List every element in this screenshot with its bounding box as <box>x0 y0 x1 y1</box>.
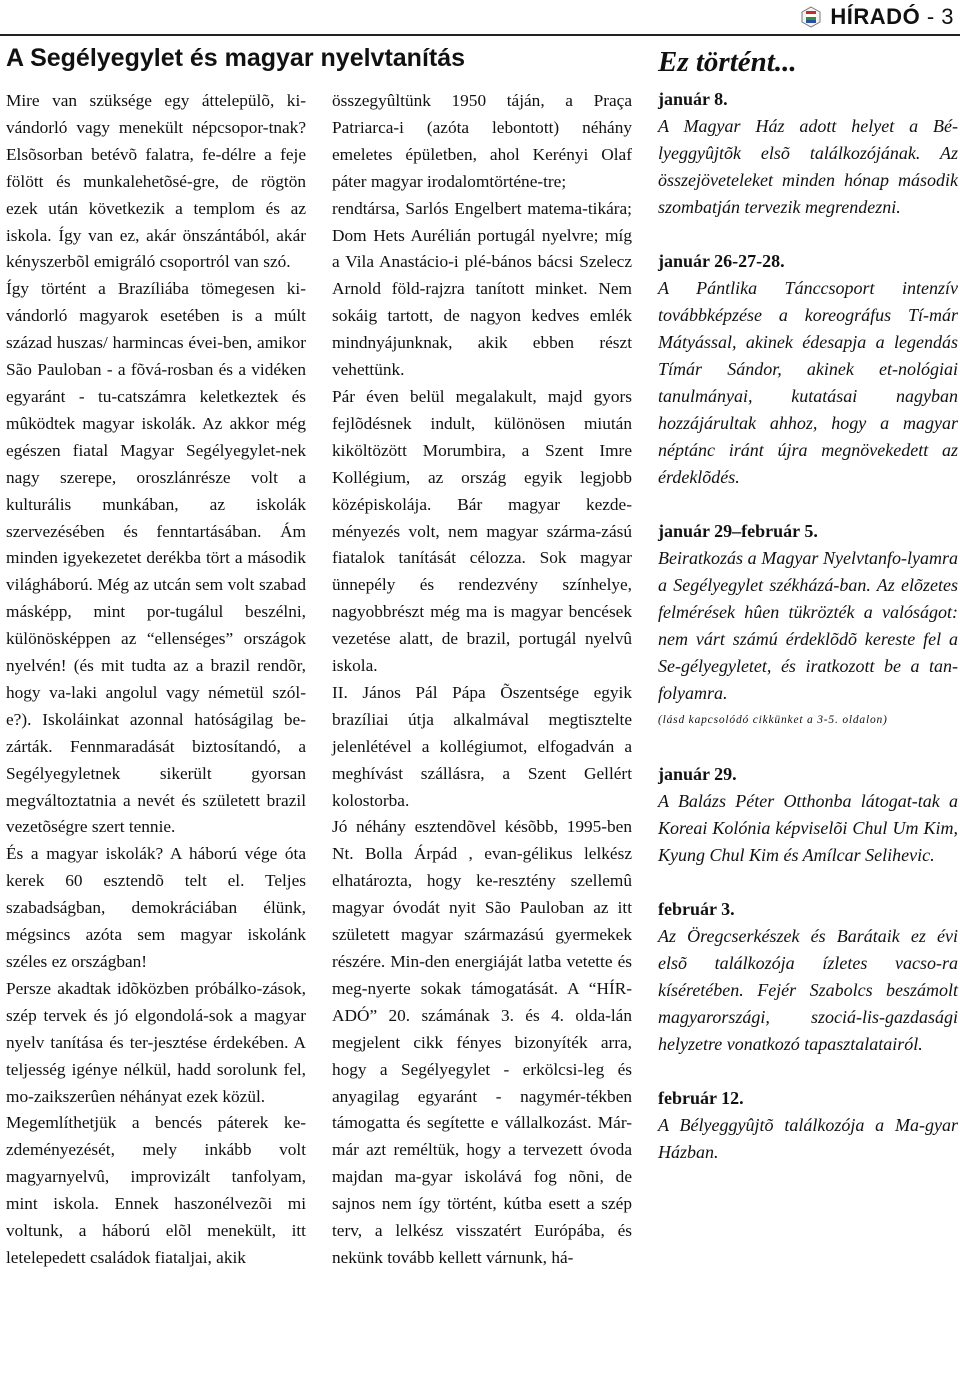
article-column-middle <box>332 88 632 1272</box>
event-note: (lásd kapcsolódó cikkünket a 3-5. oldalon) <box>658 714 888 726</box>
article-paragraph: Megemlíthetjük a bencés páterek ke-zdeményezését, mely inkább volt magyarnyelvû, improvizált tanfolyam, mint iskola. Ennek haszonélvezõi mi voltunk, a háború elõl menekült, itt letelepedett családok fiataljai, akik <box>6 1113 306 1267</box>
article-paragraph: Persze akadtak idõközben próbálko-zások, szép tervek és jó elgondolá-sok a magyar nyelv tanítása és ter-jesztése érdekében. A teljesség igénye nélkül, hadd sorolunk fel, mo-zaikszerûen néhányat ezek közül. <box>6 978 306 1106</box>
header-rule <box>0 34 960 36</box>
events-sidebar <box>658 86 958 1193</box>
event-date: január 29–február 5. <box>658 521 818 541</box>
event-date: január 8. <box>658 89 728 109</box>
article-paragraph: Így történt a Brazíliába tömegesen ki-vándorló magyarok esetében is a múlt század huszas/ harmincas évei-ben, amikor São Pauloban - a fõvá-rosban és a vidéken egyaránt - tu-catszámra keletkeztek és mûködtek magyar iskolák. Az akkor még egészen fiatal Magyar Segélyegylet-nek nagy szerepe, oroszlánrésze volt a kulturális munkában, az iskolák szervezésében és fenntartásában. Ám minden igyekezetet derékba tört a második világháború. Még az utcán sem volt szabad másképp, mint por-tugálul beszélni, különösképpen az “ellenséges” országok nyelvén! (és mit tudta az a brazil rendõr, hogy va-laki angolul vagy németül szól-e?). Iskoláinkat azonnal hatóságilag be-zárták. Fennmaradását biztosítandó, a Segélyegyletnek sikerült gyorsan megváltoztatnia a nevét és született brazil vezetõségre szert tennie. <box>6 279 306 837</box>
publication-name: HÍRADÓ <box>830 4 921 29</box>
page-header <box>800 0 954 34</box>
article-column-left <box>6 88 306 1272</box>
event-text: A Magyar Ház adott helyet a Bé-lyeggyûjtõk elsõ találkozójának. Az összejöveteleket minden hónap második szombatján tervezik megrendezni. <box>658 116 958 217</box>
event-entry <box>658 1085 958 1166</box>
event-text: A Bélyeggyûjtõ találkozója a Ma-gyar Házban. <box>658 1115 958 1162</box>
page-number: - 3 <box>926 4 954 29</box>
event-entry <box>658 761 958 869</box>
article-paragraph: Pár éven belül megalakult, majd gyors fejlõdésnek indult, különösen miután kiköltözött Morumbira, a Szent Imre Kollégium, az ország egyik legjobb középiskolája. Bár magyar kezde-ményezés volt, nem magyar szárma-zású fiatalok tanítását célozza. Sok magyar ünnepély és rendezvény színhelye, nagyobbrészt még ma is magyar bencések vezetése alatt, de brazil, portugál nyelvû iskola. <box>332 386 632 676</box>
event-date: február 3. <box>658 899 735 919</box>
event-date: január 29. <box>658 764 737 784</box>
sidebar-title: Ez történt... <box>658 46 797 78</box>
event-text: Az Öregcserkészek és Barátaik ez évi elsõ találkozója ízletes vacso-ra kíséretében. Fejér Szabolcs beszámolt magyarországi, szociá-lis-gazdasági helyzetre vonatkozó tapasztalatairól. <box>658 926 958 1054</box>
event-entry <box>658 518 958 734</box>
article-paragraph: II. János Pál Pápa Õszentsége egyik brazíliai útja alkalmával megtisztelte jelenlétével a kollégiumot, elfogadván a meghívást szállásra, a Szent Gellért kolostorba. <box>332 682 632 810</box>
page-label <box>830 4 954 30</box>
event-entry <box>658 248 958 491</box>
event-text: Beiratkozás a Magyar Nyelvtanfo-lyamra a Segélyegylet székházá-ban. Az elõzetes felmérések hûen tükrözték a valóságot: nem várt számú érdeklõdõ kereste fel a Se-gélyegyletet, és iratkozott be a tan-folyamra. <box>658 548 958 703</box>
article-paragraph: rendtársa, Sarlós Engelbert matema-tikára; Dom Hets Aurélián portugál nyelvre; míg a Vila Anastácio-i plé-bános bácsi Szelecz Arnold föld-rajzra tanított minket. Nem sokáig tartott, de nagyon kedves emlék mindnyájunknak, akik ebben részt vehettünk. <box>332 198 632 380</box>
event-entry <box>658 896 958 1058</box>
article-paragraph: összegyûltünk 1950 táján, a Praça Patriarca-i (azóta lebontott) néhány emeletes épületben, ahol Kerényi Olaf páter magyar irodalomtörténe-tre; <box>332 91 632 191</box>
event-text: A Balázs Péter Otthonba látogat-tak a Koreai Kolónia képviselõi Chul Um Kim, Kyung Chul Kim és Amílcar Selihevic. <box>658 791 958 865</box>
flag-emblem-icon <box>800 6 822 28</box>
article-paragraph: Jó néhány esztendõvel késõbb, 1995-ben Nt. Bolla Árpád , evan-gélikus lelkész elhatározta, hogy ke-resztény szellemû magyar óvodát nyit São Pauloban az itt született magyar származású gyermekek részére. Min-den energiáját latba vetette és meg-nyerte sokak támogatását. A “HÍR-ADÓ” 20. számának 3. és 4. olda-lán megjelent cikk fényes bizonyíték arra, hogy a Segélyegylet - erkölcsi-leg és anyagilag egyaránt - nagymér-tékben támogatta és segítette e vállalkozást. Már-már azt reméltük, hogy a tervezett óvoda majdan ma-gyar iskolává fog nõni, de sajnos nem így történt, kútba esett a szép terv, a lelkész visszatért Európába, és nekünk tovább kellett várnunk, há- <box>332 817 632 1267</box>
article-paragraph: És a magyar iskolák? A háború vége óta kerek 60 esztendõ telt el. Teljes szabadságban, demokráciában élünk, mégsincs azóta sem magyar iskolánk széles ez országban! <box>6 844 306 971</box>
event-text: A Pántlika Tánccsoport intenzív továbbképzése a koreográfus Tí-már Mátyással, akinek édesapja a legendás Tímár Sándor, akinek et-nológiai tanulmányai, kutatásai nagyban hozzájárultak ahhoz, hogy a magyar néptánc iránt újra megnövekedett az érdeklõdés. <box>658 278 958 487</box>
event-entry <box>658 86 958 221</box>
article-title: A Segélyegylet és magyar nyelvtanítás <box>6 44 466 72</box>
article-paragraph: Mire van szüksége egy áttelepülõ, ki-vándorló vagy menekült népcsopor-tnak? Elsõsorban betévõ falatra, fe-délre a feje fölött és munkalehetõsé-gre, de rögtön ezek után következik a templom és az iskola. Így van ez, akár önszántából, akár kényszerbõl emigráló csoportról van szó. <box>6 91 306 272</box>
event-date: január 26-27-28. <box>658 251 785 271</box>
event-date: február 12. <box>658 1088 744 1108</box>
